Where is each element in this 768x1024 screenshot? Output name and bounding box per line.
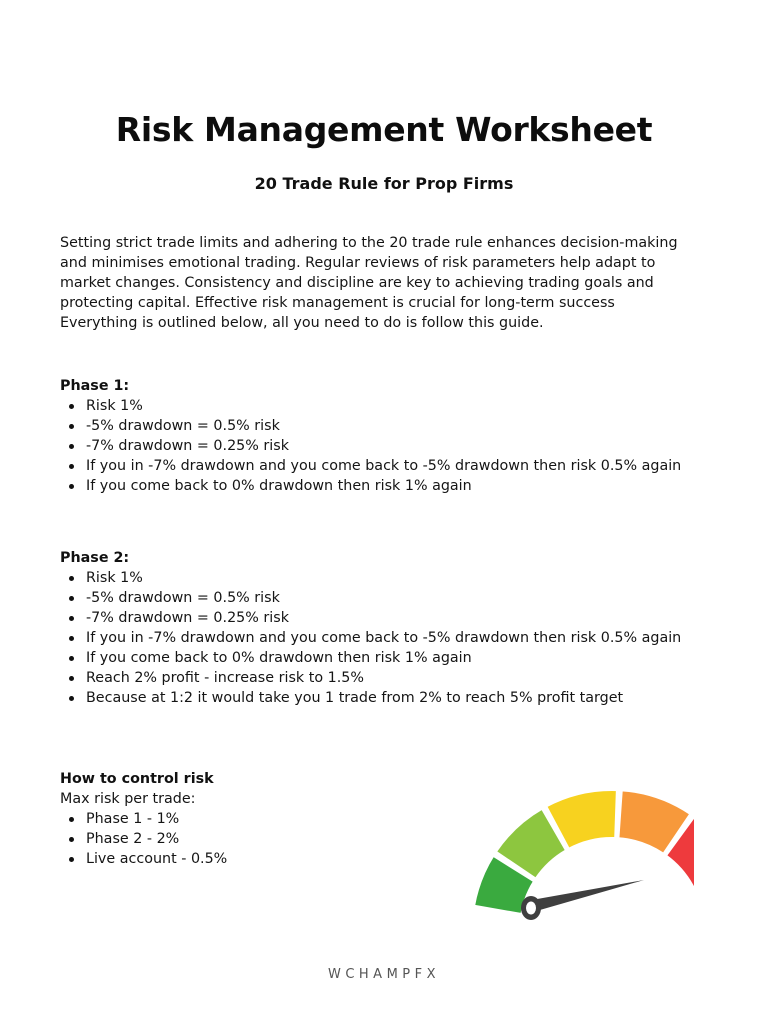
list-item: Live account - 0.5%	[60, 849, 720, 869]
phase-1-section	[60, 376, 720, 496]
list-item: -5% drawdown = 0.5% risk	[60, 416, 720, 436]
intro-line: market changes. Consistency and discipline are key to achieving trading goals and	[60, 275, 654, 291]
list-item: -5% drawdown = 0.5% risk	[60, 588, 720, 608]
list-item: -7% drawdown = 0.25% risk	[60, 608, 720, 628]
intro-line: Setting strict trade limits and adhering to the 20 trade rule enhances decision-making	[60, 235, 678, 251]
list-item: -7% drawdown = 0.25% risk	[60, 436, 720, 456]
list-item: If you in -7% drawdown and you come back to -5% drawdown then risk 0.5% again	[60, 456, 720, 476]
list-item: Risk 1%	[60, 396, 720, 416]
phase-2-heading: Phase 2:	[60, 550, 130, 566]
intro-line: protecting capital. Effective risk management is crucial for long-term success	[60, 295, 615, 311]
phase-1-list	[60, 396, 720, 496]
intro-paragraph	[60, 233, 710, 333]
list-item: Reach 2% profit - increase risk to 1.5%	[60, 668, 720, 688]
list-item: Phase 1 - 1%	[60, 809, 720, 829]
list-item: If you in -7% drawdown and you come back to -5% drawdown then risk 0.5% again	[60, 628, 720, 648]
phase-1-heading: Phase 1:	[60, 378, 130, 394]
gauge-needle	[521, 880, 644, 920]
intro-line: Everything is outlined below, all you need to do is follow this guide.	[60, 315, 544, 331]
list-item: Phase 2 - 2%	[60, 829, 720, 849]
phase-2-section	[60, 548, 720, 708]
list-item: If you come back to 0% drawdown then risk 1% again	[60, 476, 720, 496]
page-title: Risk Management Worksheet	[115, 110, 653, 149]
list-item: If you come back to 0% drawdown then risk 1% again	[60, 648, 720, 668]
risk-gauge-icon	[462, 788, 694, 926]
brand-footer: WCHAMPFX	[327, 967, 441, 982]
list-item: Because at 1:2 it would take you 1 trade from 2% to reach 5% profit target	[60, 688, 720, 708]
intro-line: and minimises emotional trading. Regular reviews of risk parameters help adapt to	[60, 255, 656, 271]
phase-2-list	[60, 568, 720, 708]
list-item: Risk 1%	[60, 568, 720, 588]
max-risk-label: Max risk per trade:	[60, 791, 196, 807]
page-subtitle: 20 Trade Rule for Prop Firms	[254, 174, 514, 193]
risk-control-heading: How to control risk	[60, 771, 214, 787]
